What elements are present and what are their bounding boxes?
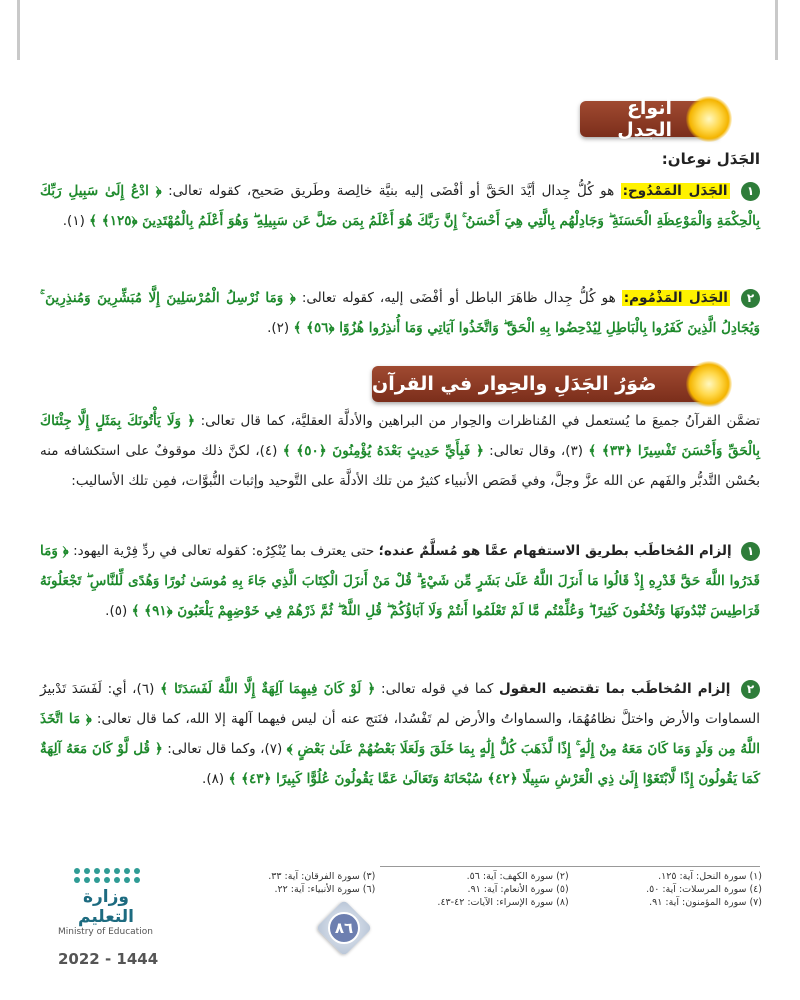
- quran-verse: ﴿ ادْعُ إِلَىٰ سَبِيلِ رَبِّكَ بِالْحِكْمَةِ وَالْمَوْعِظَةِ الْحَسَنَةِ ۖ وَجَادِلْهُم بِالَّتِي هِيَ أَحْسَنُ ۚ إِنَّ رَبَّكَ هُوَ أَعْلَمُ بِمَن ضَلَّ عَن سَبِيلِهِ ۖ وَهُوَ أَعْلَمُ بِالْمُهْتَدِينَ ﴿١٢٥﴾ ﴾: [40, 183, 760, 229]
- footnote-divider: [380, 866, 760, 867]
- number-badge: ١: [741, 182, 760, 201]
- page-number: ٨٦: [328, 912, 360, 944]
- quran-verse: ﴿ وَلَا يَأْتُونَكَ بِمَثَلٍ إِلَّا جِئْنَاكَ بِالْحَقِّ وَأَحْسَنَ تَفْسِيرًا ﴿٣٣﴾ ﴾: [40, 413, 761, 459]
- paragraph-text: كما في قوله تعالى:: [381, 681, 494, 697]
- paragraph-text: (٦)، أي: لَفَسَدَ تَدْبيرُ السماوات والأرض واختلَّ نظامُهُمَا، والسماواتُ والأرض لم تَفْسُدا، فنَتج عنه أن ليس فيهما آلهة إلا الله، كما قال تعالى:: [40, 681, 760, 727]
- paragraph-text: هو كُلُّ جِدال ظاهَرَ الباطل أو أفْضَى إليه، كقوله تعالى:: [301, 290, 616, 306]
- quran-verse: ﴿ قُل لَّوْ كَانَ مَعَهُ آلِهَةٌ كَمَا يَقُولُونَ إِذًا لَّابْتَغَوْا إِلَىٰ ذِي الْعَرْشِ سَبِيلًا ﴿٤٢﴾ سُبْحَانَهُ وَتَعَالَىٰ عَمَّا يَقُولُونَ عُلُوًّا كَبِيرًا ﴿٤٣﴾ ﴾: [40, 741, 760, 787]
- intro-paragraph: [40, 406, 760, 496]
- footnote: (١) سورة النحل: آية: ١٢٥.: [658, 871, 762, 882]
- footnote: (٨) سورة الإسراء: الآيات: ٤٢-٤٣.: [437, 897, 569, 908]
- item-title: إلزام المُخاطَب بما تقتضيه العقول: [499, 681, 731, 697]
- page-gutter-line: [775, 0, 778, 60]
- logo-dots-icon: [58, 868, 154, 883]
- footnote: (٤) سورة المرسلات: آية: ٥٠.: [646, 884, 762, 895]
- footnotes: [192, 871, 762, 908]
- footnote: (٥) سورة الأنعام: آية: ٩١.: [467, 884, 569, 895]
- section-heading-forms-of-debate: [372, 366, 718, 402]
- quran-verse: ﴿ فَبِأَيِّ حَدِيثٍ بَعْدَهُ يُؤْمِنُونَ ﴿٥٠﴾ ﴾: [282, 443, 484, 459]
- year-label: 2022 - 1444: [58, 950, 159, 968]
- ministry-logo: [58, 868, 154, 937]
- paragraph-text: تضمَّن القرآنُ جميعَ ما يُستعمل في المُناظرات والحِوار من البراهين والأدلَّة العقليَّة، كما قال تعالى:: [200, 413, 760, 429]
- footnote: (٣) سورة الفرقان: آية: ٣٣.: [268, 871, 376, 882]
- list-item-blamed-debate: [40, 283, 760, 343]
- page-gutter-line: [17, 0, 20, 60]
- paragraph-text: هو كُلُّ جِدال أيَّدَ الحَقَّ أو أفْضَى إليه بنيَّة خالِصة وطَريق صَحيح، كقوله تعالى:: [168, 183, 615, 199]
- footnote: (٦) سورة الأنبياء: آية: ٢٢.: [274, 884, 376, 895]
- highlighted-term: الجَدَل المَمْدُوح:: [622, 183, 728, 199]
- list-item-praised-debate: [40, 176, 760, 236]
- quran-verse: ﴿ مَا اتَّخَذَ اللَّهُ مِن وَلَدٍ وَمَا كَانَ مَعَهُ مِنْ إِلَٰهٍ ۚ إِذًا لَّذَهَبَ كُلُّ إِلَٰهٍ بِمَا خَلَقَ وَلَعَلَا بَعْضُهُمْ عَلَىٰ بَعْضٍ ﴾: [40, 711, 760, 757]
- sun-icon: [686, 361, 732, 407]
- footnote-ref: (٨).: [202, 771, 225, 787]
- logo-name-english: Ministry of Education: [58, 927, 153, 937]
- footnote-ref: (٥).: [105, 603, 128, 619]
- paragraph-text: حتى يعترف بما يُنْكِرُه: كقوله تعالى في ردِّ فِرْية اليهود:: [73, 543, 375, 559]
- quran-verse: ﴿ لَوْ كَانَ فِيهِمَا آلِهَةٌ إِلَّا اللَّهُ لَفَسَدَتَا ﴾: [160, 681, 376, 697]
- item-title: إلزام المُخاطَب بطريق الاستفهام عمَّا هو مُسلَّمٌ عنده؛: [378, 543, 732, 559]
- quran-verse: ﴿ وَمَا نُرْسِلُ الْمُرْسَلِينَ إِلَّا مُبَشِّرِينَ وَمُنذِرِينَ ۚ وَيُجَادِلُ الَّذِينَ كَفَرُوا بِالْبَاطِلِ لِيُدْحِضُوا بِهِ الْحَقَّ ۖ وَاتَّخَذُوا آيَاتِي وَمَا أُنذِرُوا هُزُوًا ﴿٥٦﴾ ﴾: [40, 290, 760, 336]
- sub-title: الجَدَل نوعان:: [661, 150, 760, 168]
- list-item-reason: [40, 674, 760, 794]
- footnote: (٧) سورة المؤمنون: آية: ٩١.: [649, 897, 762, 908]
- highlighted-term: الجَدَل المَذْمُوم:: [623, 290, 728, 306]
- number-badge: ٢: [741, 680, 760, 699]
- sun-icon: [686, 96, 732, 142]
- heading-text: أنواع الجدل: [617, 97, 672, 141]
- logo-name-arabic: وزارة التعليم: [78, 887, 134, 927]
- section-heading-types-of-debate: [580, 97, 718, 141]
- footnote-ref: (٢).: [267, 320, 290, 336]
- page-number-badge: [316, 900, 372, 956]
- paragraph-text: (٧)، وكما قال تعالى:: [167, 741, 283, 757]
- paragraph-text: (٤)، لكنَّ ذلك موقوفٌ على استكشافه منه بحُسْن التَّدبُّر والفَهم عن الله عزَّ وجلَّ، وفي قَصَص الأنبياء كثيرٌ من تلك الأدلَّة على التَّوحيد وإثبات النُّبوَّات، فمِن تلك الأساليب:: [40, 443, 760, 489]
- footnote-ref: (١).: [62, 213, 85, 229]
- paragraph-text: (٣)، وقال تعالى:: [489, 443, 584, 459]
- footnote: (٢) سورة الكهف: آية: ٥٦.: [466, 871, 569, 882]
- quran-verse: ﴿ وَمَا قَدَرُوا اللَّهَ حَقَّ قَدْرِهِ إِذْ قَالُوا مَا أَنزَلَ اللَّهُ عَلَىٰ بَشَرٍ مِّن شَيْءٍ ۗ قُلْ مَنْ أَنزَلَ الْكِتَابَ الَّذِي جَاءَ بِهِ مُوسَىٰ نُورًا وَهُدًى لِّلنَّاسِ ۖ تَجْعَلُونَهُ قَرَاطِيسَ تُبْدُونَهَا وَتُخْفُونَ كَثِيرًا ۖ وَعُلِّمْتُم مَّا لَمْ تَعْلَمُوا أَنتُمْ وَلَا آبَاؤُكُمْ ۖ قُلِ اللَّهُ ۖ ثُمَّ ذَرْهُمْ فِي خَوْضِهِمْ يَلْعَبُونَ ﴿٩١﴾ ﴾: [40, 543, 760, 619]
- number-badge: ١: [741, 542, 760, 561]
- list-item-interrogation: [40, 536, 760, 626]
- heading-text: صُوَرُ الجَدَلِ والحِوار في القرآن: [372, 373, 657, 395]
- number-badge: ٢: [741, 289, 760, 308]
